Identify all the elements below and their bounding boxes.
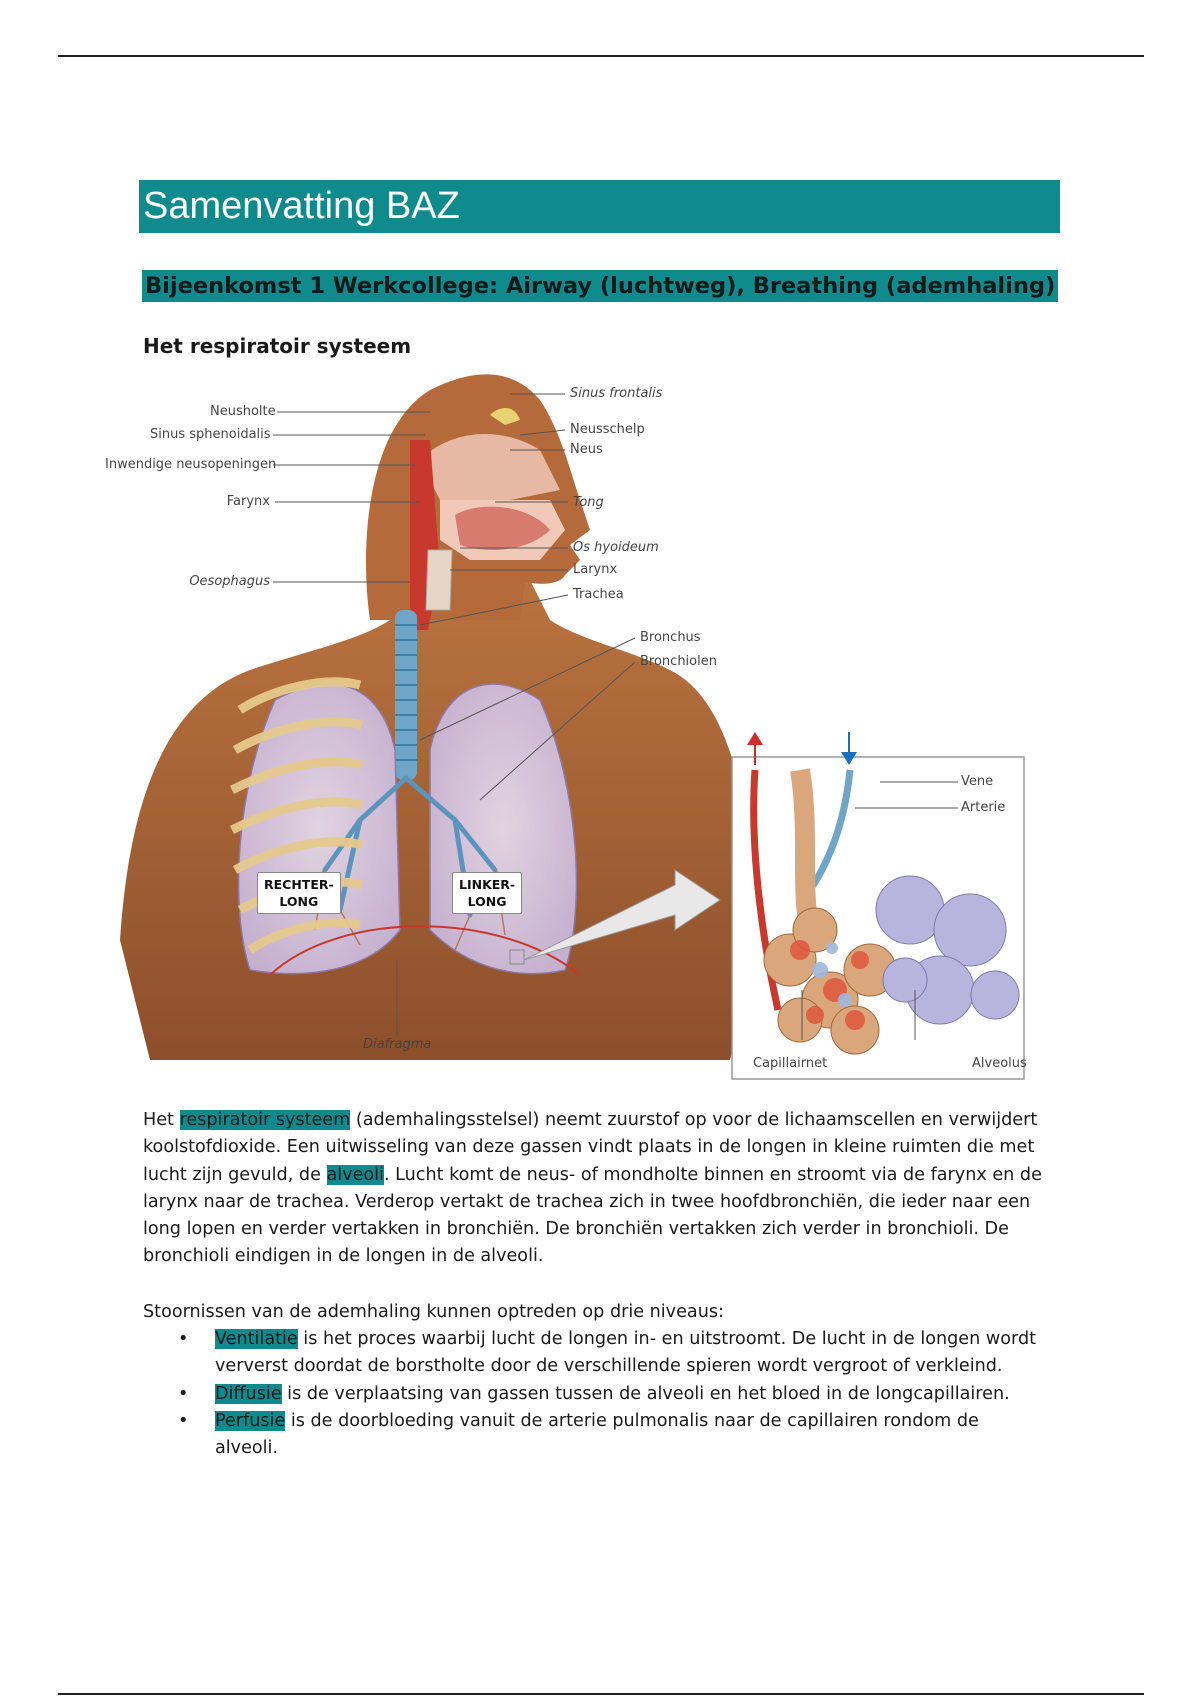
label-neusschelp: Neusschelp <box>570 422 645 437</box>
bullet-dot: • <box>178 1329 189 1349</box>
levels-intro: Stoornissen van de ademhaling kunnen optreden op drie niveaus: <box>143 1302 724 1322</box>
label-neus: Neus <box>570 442 603 457</box>
label-arterie: Arterie <box>961 800 1006 815</box>
label-farynx: Farynx <box>226 494 270 509</box>
label-bronchus: Bronchus <box>640 630 701 645</box>
list-item-ventilatie: • Ventilatie is het proces waarbij lucht de longen in- en uitstroomt. De lucht in de longen wordt ververst doordat de borstholte door de verschillende spieren wordt vergroot of verkleind. <box>143 1326 1043 1381</box>
label-vene: Vene <box>961 774 994 789</box>
label-neusholte: Neusholte <box>210 404 276 419</box>
session-heading: Bijeenkomst 1 Werkcollege: Airway (luchtweg), Breathing (ademhaling) <box>142 270 1058 302</box>
label-oesophagus: Oesophagus <box>189 574 270 589</box>
label-larynx: Larynx <box>573 562 618 577</box>
list-item-diffusie: • Diffusie is de verplaatsing van gassen tussen de alveoli en het bloed in de longcapillairen. <box>143 1381 1043 1408</box>
top-rule <box>58 55 1144 57</box>
highlight-respiratoir-systeem: respiratoir systeem <box>179 1110 351 1130</box>
label-inwendige-neusopeningen: Inwendige neusopeningen <box>105 457 277 472</box>
label-trachea: Trachea <box>573 587 624 602</box>
section-heading: Het respiratoir systeem <box>143 334 412 358</box>
label-diafragma: Diafragma <box>363 1037 432 1052</box>
respiratory-system-figure <box>105 370 1100 1085</box>
label-os-hyoideum: Os hyoideum <box>573 540 659 555</box>
larynx <box>426 550 452 610</box>
bullet-dot: • <box>178 1410 189 1431</box>
label-linker-long: LINKER- LONG <box>452 872 522 914</box>
intro-paragraph: Het respiratoir systeem (ademhalingsstelsel) neemt zuurstof op voor de lichaamscellen en verwijdert koolstofdioxide. Een uitwisseling van deze gassen vindt plaats in de longen in kleine ruimten die met lucht zijn gevuld, de alveoli. Lucht komt de neus- of mondholte binnen en stroomt via de farynx en de larynx naar de trachea. Verderop vertakt de trachea zich in twee hoofdbronchiën, die ieder naar een long lopen en verder vertakken in bronchiën. De bronchiën vertakken zich verder in bronchioli. De bronchioli eindigen in de longen in de alveoli. <box>143 1110 1042 1267</box>
anatomy-illustration <box>110 370 1100 1085</box>
document-title: Samenvatting BAZ <box>139 180 1060 233</box>
trachea <box>395 610 417 780</box>
disorder-levels-list <box>143 1326 1043 1462</box>
highlight-alveoli: alveoli <box>326 1164 384 1185</box>
label-bronchiolen: Bronchiolen <box>640 654 717 669</box>
label-tong: Tong <box>573 495 604 510</box>
label-rechter-long: RECHTER- LONG <box>257 872 341 914</box>
label-sinus-frontalis: Sinus frontalis <box>570 386 663 401</box>
bottom-rule <box>58 1693 1144 1695</box>
label-sinus-sphenoidalis: Sinus sphenoidalis <box>150 427 271 442</box>
label-capillairnet: Capillairnet <box>753 1056 828 1071</box>
bullet-dot: • <box>178 1383 189 1404</box>
label-alveolus: Alveolus <box>972 1056 1027 1071</box>
list-item-perfusie: • Perfusie is de doorbloeding vanuit de arterie pulmonalis naar de capillairen rondom de alveoli. <box>143 1408 1043 1463</box>
